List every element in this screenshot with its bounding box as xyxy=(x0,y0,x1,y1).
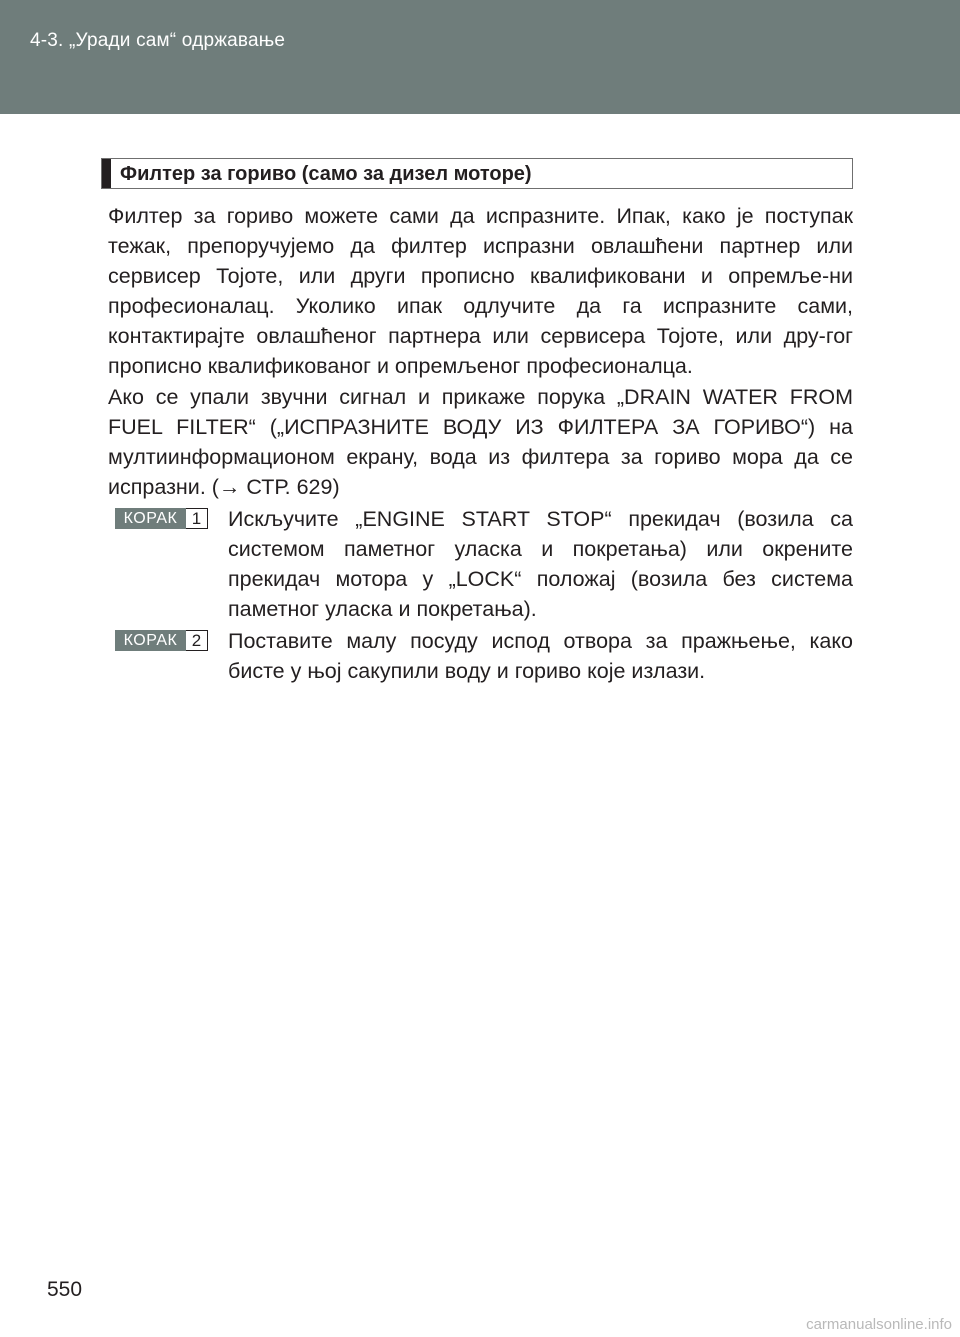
step-badge-number: 1 xyxy=(186,508,208,529)
header-band xyxy=(0,0,960,114)
subsection-heading-text: Филтер за гориво (само за дизел моторе) xyxy=(120,163,532,185)
page-number: 550 xyxy=(47,1278,83,1301)
step-badge-label: КОРАК xyxy=(115,630,186,651)
step-badge-label: КОРАК xyxy=(115,508,186,529)
step-badge-number: 2 xyxy=(186,630,208,651)
watermark: carmanualsonline.info xyxy=(806,1316,952,1333)
subsection-heading xyxy=(101,158,853,189)
step-badge xyxy=(115,508,210,529)
step-text: Искључите „ENGINE START STOP“ прекидач (возила са системом паметног уласка и покретања) или окрените прекидач мотора у „LOCK“ положај (возила без система паметног уласка и покретања). xyxy=(228,507,853,621)
step-badge xyxy=(115,630,210,651)
intro-paragraph: Филтер за гориво можете сами да испразните. Ипак, како је поступак тежак, препоручујемо да филтер испразни овлашћени партнер или сервисер Тојоте, или други прописно квалификовани и опремље-ни професионалац. Уколико ипак одлучите да га испразните сами, контактирајте овлашћеног партнера или сервисера Тојоте, или дру-гог прописно квалификованог и опремљеног професионалца. xyxy=(108,204,853,378)
section-title: 4-3. „Уради сам“ одржавање xyxy=(30,30,286,51)
heading-marker xyxy=(102,159,111,188)
step-text: Поставите малу посуду испод отвора за пражњење, како бисте у њој сакупили воду и гориво које излази. xyxy=(228,629,853,683)
warning-paragraph: Ако се упали звучни сигнал и прикаже порука „DRAIN WATER FROM FUEL FILTER“ („ИСПРАЗНИТЕ ВОДУ ИЗ ФИЛТЕРА ЗА ГОРИВО“) на мултиинформационом екрану, вода из филтера за гориво мора да се испразни. (→ СТР. 629) xyxy=(108,385,853,499)
